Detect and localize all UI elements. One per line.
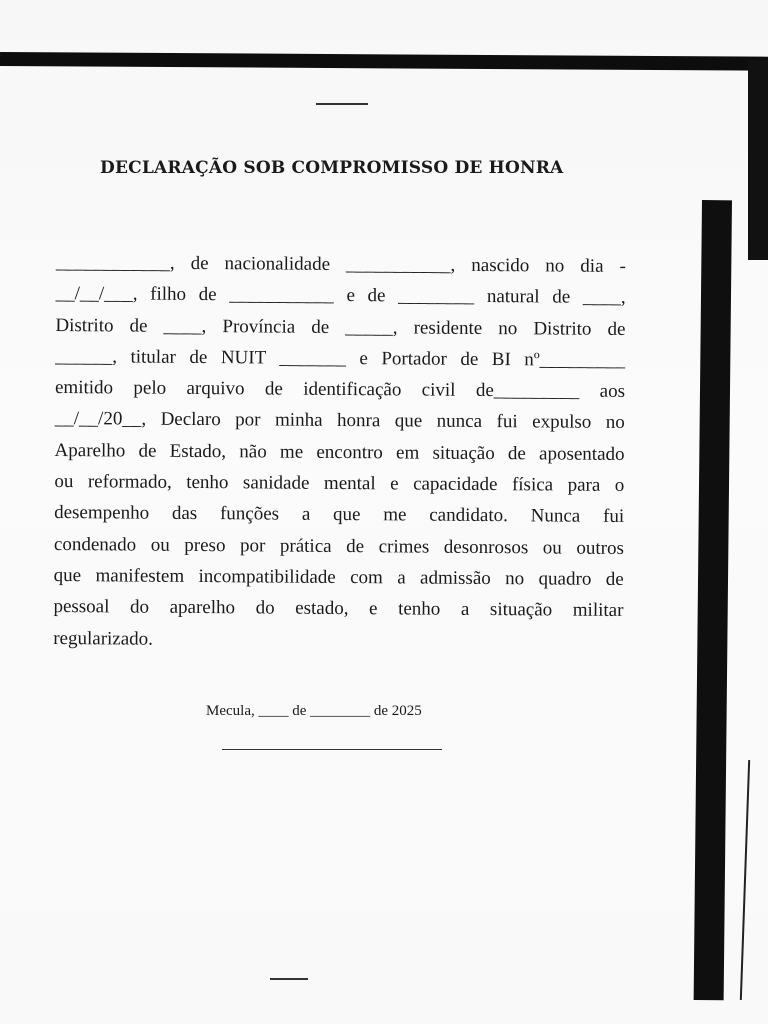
body-line: ____________, de nacionalidade ___________, nascido no dia - [55, 251, 626, 277]
scan-top-border [0, 52, 768, 71]
body-line: condenado ou preso por prática de crimes desonrosos ou outros [53, 533, 624, 559]
top-dash-mark [316, 103, 368, 105]
document-title: DECLARAÇÃO SOB COMPROMISSO DE HONRA [100, 158, 564, 178]
scan-edge-line [740, 760, 750, 1000]
body-line: regularizado. [53, 627, 154, 650]
body-line: emitido pelo arquivo de identificação civil de_________ aos [54, 377, 626, 403]
bottom-dash-mark [270, 978, 308, 980]
scan-right-border [694, 200, 732, 1000]
body-line: __/__/___, filho de ___________ e de ________ natural de ____, [55, 283, 626, 309]
body-line: desempenho das funções a que me candidato. Nunca fui [54, 502, 625, 528]
body-line: __/__/20__, Declaro por minha honra que nunca fui expulso no [54, 408, 625, 434]
body-line: pessoal do aparelho do estado, e tenho a situação militar [53, 596, 624, 622]
body-line: ou reformado, tenho sanidade mental e capacidade física para o [54, 471, 625, 497]
body-line: que manifestem incompatibilidade com a admissão no quadro de [53, 564, 624, 590]
body-line: Aparelho de Estado, não me encontro em situação de aposentado [54, 439, 625, 465]
scan-right-border-top [748, 60, 768, 260]
signature-line [222, 749, 442, 750]
declaration-body [53, 247, 626, 658]
body-line: Distrito de ____, Província de _____, residente no Distrito de [55, 314, 626, 340]
place-date: Mecula, ____ de ________ de 2025 [206, 703, 422, 719]
body-line: ______, titular de NUIT _______ e Portador de BI nº_________ [55, 345, 626, 371]
